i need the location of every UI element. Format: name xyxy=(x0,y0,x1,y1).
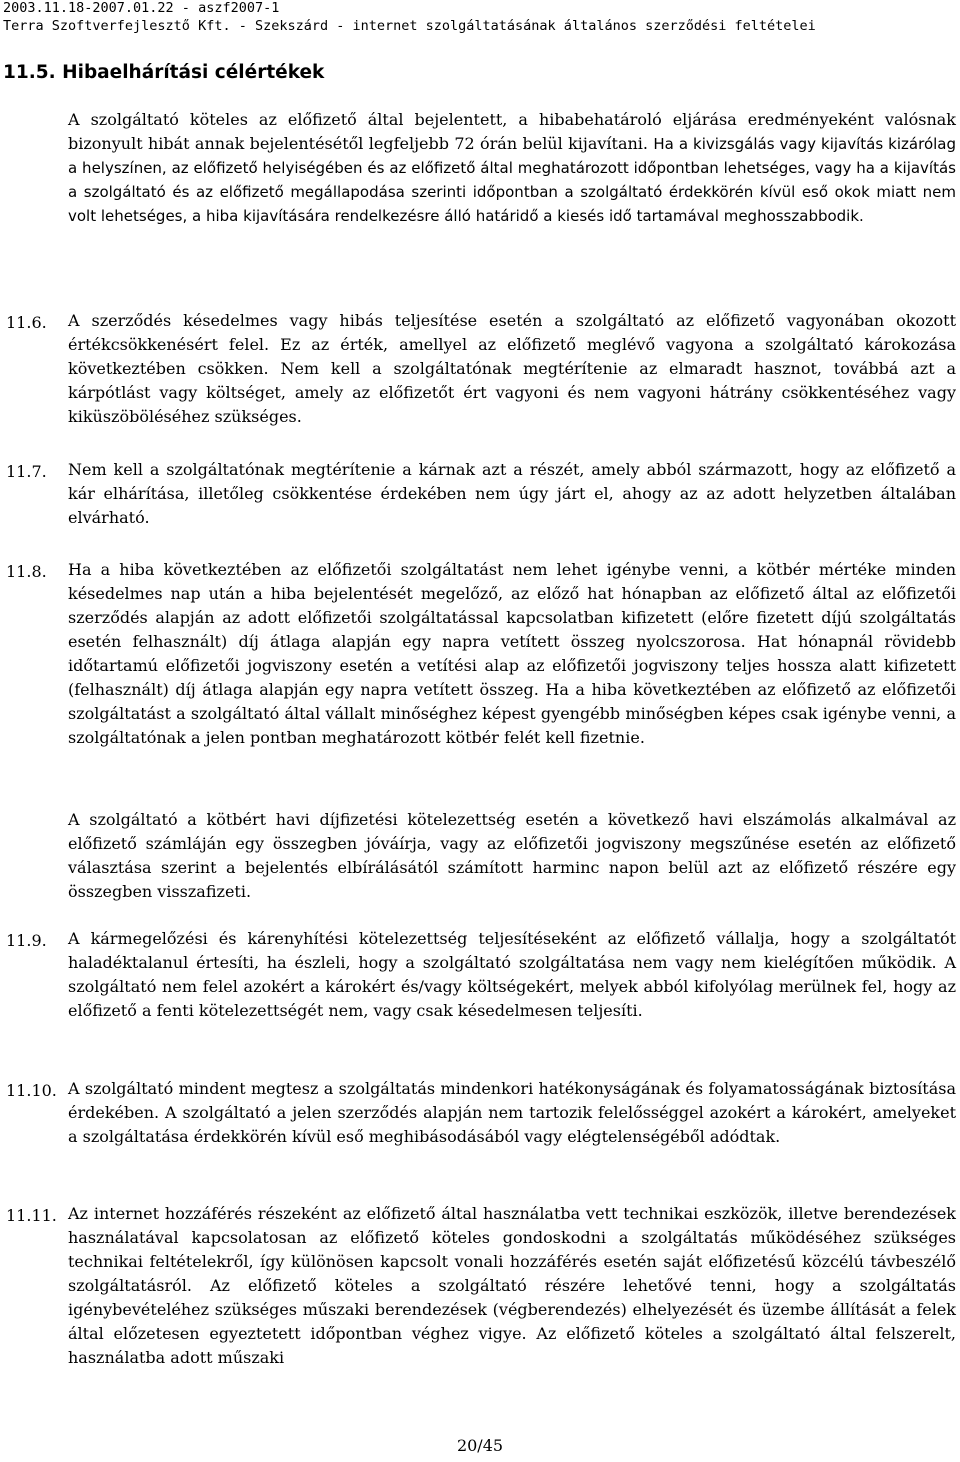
item-text-11-11: Az internet hozzáférés részeként az előfizető által használatba vett technikai eszközök, illetve berendezések használatával kapcsolatosan az előfizető köteles gondoskodni a szolgáltatás működéséhez szükséges technikai feltételekről, így különösen kapcsolt vonali hozzáférés esetén saját előfizetésű közcélú távbeszélő szolgáltatásról. Az előfizető köteles a szolgáltató részére lehetővé tenni, hogy a szolgáltatás igénybevételéhez szükséges műszaki berendezések (végberendezés) elhelyezését és üzembe állítását a felek által előzetesen egyeztetett időpontban véghez vigye. Az előfizető köteles a szolgáltató által felszerelt, használatba adott műszaki xyxy=(68,1204,956,1367)
item-number-11-10: 11.10. xyxy=(6,1081,57,1100)
item-text-11-6: A szerződés késedelmes vagy hibás teljesítése esetén a szolgáltató az előfizető vagyonában okozott értékcsökkenésért felel. Ez az érték, amellyel az előfizető meglévő vagyona a szolgáltató károkozása következtében csökken. Nem kell a szolgáltatónak megtérítenie az elmaradt hasznot, továbbá azt a kárpótlást vagy költséget, amely az előfizetőt ért vagyoni és nem vagyoni hátrány csökkentéséhez vagy kiküszöböléséhez szükséges. xyxy=(68,311,956,426)
section-intro-paragraph xyxy=(68,108,956,228)
intro-text-sans: Ha a kivizsgálás vagy kijavítás kizárólag a helyszínen, az előfizető helyiségében és az előfizető által meghatározott időpontban lehetséges, vagy ha a kijavítás a szolgáltató és az előfizető megállapodása szerinti időpontban a szolgáltató érdekkörén kívül eső okok miatt nem volt lehetséges, a hiba kijavítására rendelkezésre álló határidő a kiesés idő tartamával meghosszabbodik. xyxy=(68,135,956,225)
item-text-11-8: Ha a hiba következtében az előfizetői szolgáltatást nem lehet igénybe venni, a kötbér mértéke minden késedelmes nap után a hiba bejelentését megelőző, az előző hat hónapban az előfizető által az előfizetői szerződés alapján az adott előfizetői szolgáltatással kapcsolatban kifizetett (előre fizetett díjú szolgáltatás esetén felhasznált) díj átlaga alapján egy napra vetített összeg nyolcszorosa. Hat hónapnál rövidebb időtartamú előfizetői jogviszony esetén a vetítési alap az előfizetői jogviszony teljes hossza alatt kifizetett (felhasznált) díj átlaga alapján egy napra vetített összeg. Ha a hiba következtében az előfizető az előfizetői szolgáltatást a szolgáltató által vállalt minőséghez képest gyengébb minőségben képes csak igénybe venni, a szolgáltatónak a jelen pontban meghatározott kötbér felét kell fizetnie. xyxy=(68,560,956,747)
item-number-11-6: 11.6. xyxy=(6,313,47,332)
document-header-date: 2003.11.18-2007.01.22 - aszf2007-1 xyxy=(3,0,280,16)
item-number-11-9: 11.9. xyxy=(6,931,47,950)
page-number: 20/45 xyxy=(456,1436,504,1455)
item-number-11-11: 11.11. xyxy=(6,1206,57,1225)
document-header-title: Terra Szoftverfejlesztő Kft. - Szekszárd - internet szolgáltatásának általános szerződési feltételei xyxy=(3,18,816,34)
item-text-11-10: A szolgáltató mindent megtesz a szolgáltatás mindenkori hatékonyságának és folyamatosságának biztosítása érdekében. A szolgáltató a jelen szerződés alapján nem tartozik felelősséggel azokért a károkért, amelyeket a szolgáltatása érdekkörén kívül eső meghibásodásából vagy elégtelenségéből adódtak. xyxy=(68,1079,956,1146)
item-text-11-9: A kármegelőzési és kárenyhítési kötelezettség teljesítéseként az előfizető vállalja, hogy a szolgáltatót haladéktalanul értesíti, ha észleli, hogy a szolgáltató szolgáltatása nem vagy nem kielégítően működik. A szolgáltató nem felel azokért a károkért és/vagy költségekért, melyek abból kifolyólag merülnek fel, hogy az előfizető a fenti kötelezettségét nem, vagy csak késedelmesen teljesíti. xyxy=(68,929,956,1020)
section-title: 11.5. Hibaelhárítási célértékek xyxy=(3,62,325,83)
item-number-11-7: 11.7. xyxy=(6,462,47,481)
item-text-11-7: Nem kell a szolgáltatónak megtérítenie a kárnak azt a részét, amely abból származott, hogy az előfizető a kár elhárítása, illetőleg csökkentése érdekében nem úgy járt el, ahogy az az adott helyzetben általában elvárható. xyxy=(68,460,956,527)
item-number-11-8: 11.8. xyxy=(6,562,47,581)
item-text-11-8-continued: A szolgáltató a kötbért havi díjfizetési kötelezettség esetén a következő havi elszámolás alkalmával az előfizető számláján egy összegben jóváírja, vagy az előfizetői jogviszony megszűnése esetén az előfizető választása szerint a bejelentés elbírálásától számított harminc napon belül azt az előfizető részére egy összegben visszafizeti. xyxy=(68,810,956,901)
intro-text-serif: A szolgáltató köteles az előfizető által bejelentett, a hibabehatároló eljárása eredményeként valósnak bizonyult hibát annak bejelentésétől legfeljebb 72 órán belül kijavítani. xyxy=(68,110,956,153)
